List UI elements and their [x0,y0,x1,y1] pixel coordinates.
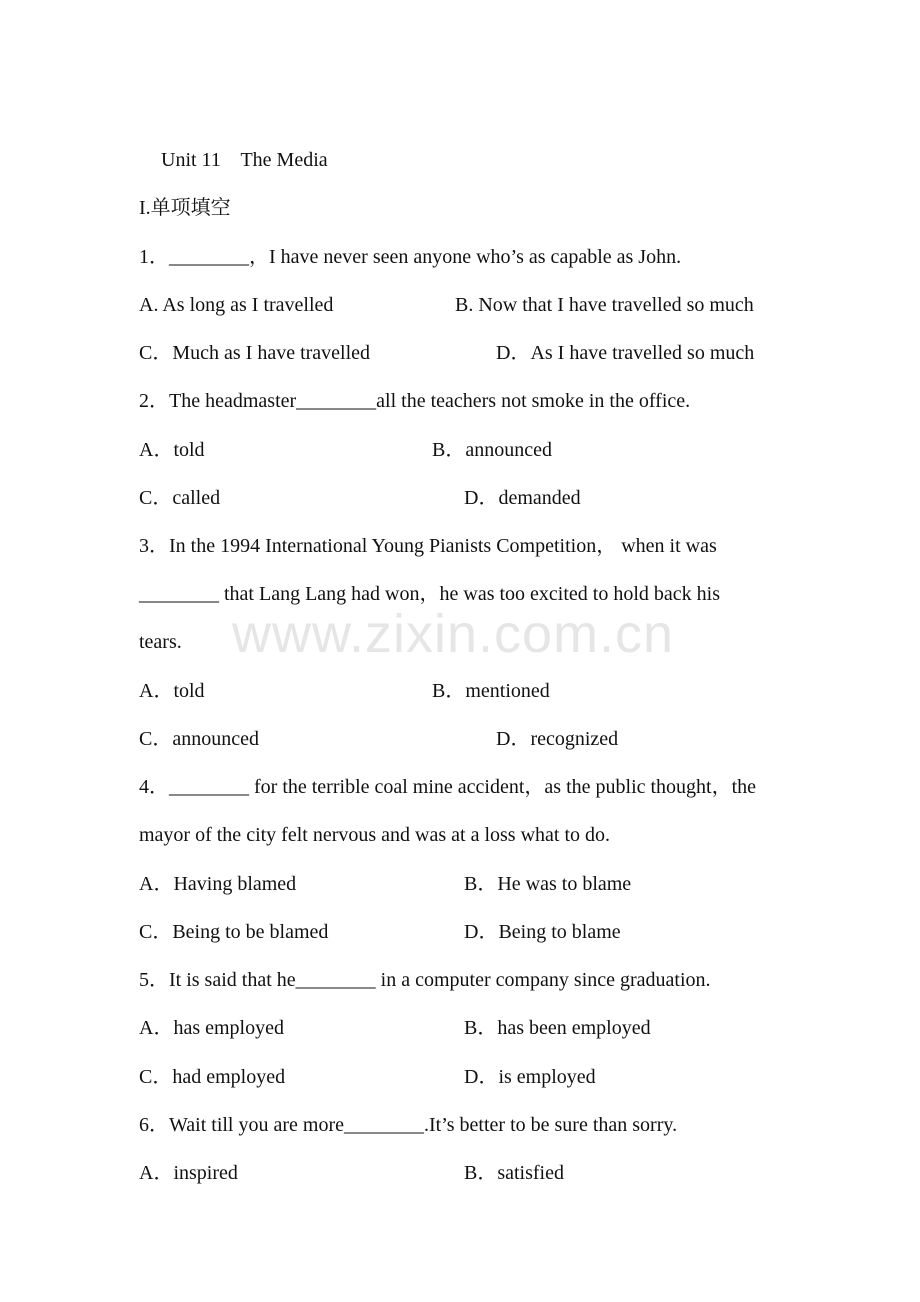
watermark: www.zixin.com.cn [232,604,675,664]
question-4-option-b: B．He was to blame [464,873,632,895]
question-2-stem: 2．The headmaster________all the teachers not smoke in the office. [139,390,691,412]
question-4-stem-line-2: mayor of the city felt nervous and was at a loss what to do. [139,824,610,846]
question-3-stem-line-1: 3．In the 1994 International Young Pianists Competition， when it was [139,535,717,557]
question-3-option-b: B．mentioned [432,680,550,702]
question-4-option-d: D．Being to blame [464,921,621,943]
question-5-option-d: D．is employed [464,1066,596,1088]
unit-title: Unit 11 The Media [161,149,328,171]
question-1-option-c: C．Much as I have travelled [139,342,371,364]
question-6-stem: 6．Wait till you are more________.It’s better to be sure than sorry. [139,1114,678,1136]
question-3-option-c: C．announced [139,728,259,750]
question-2-option-d: D．demanded [464,487,581,509]
question-1-stem: 1．________，I have never seen anyone who’s as capable as John. [139,246,682,268]
question-3-option-a: A．told [139,680,205,702]
question-2-option-a: A．told [139,439,205,461]
question-5-option-c: C．had employed [139,1066,286,1088]
question-4-option-a: A．Having blamed [139,873,297,895]
question-6-option-b: B．satisfied [464,1162,564,1184]
question-5-option-b: B．has been employed [464,1017,651,1039]
question-1-option-a: A. As long as I travelled [139,294,334,316]
section-title: I.单项填空 [139,197,231,219]
question-1-option-b: B. Now that I have travelled so much [455,294,754,316]
question-2-option-c: C．called [139,487,221,509]
question-5-stem: 5．It is said that he________ in a computer company since graduation. [139,969,711,991]
question-5-option-a: A．has employed [139,1017,284,1039]
question-4-stem-line-1: 4．________ for the terrible coal mine accident，as the public thought，the [139,776,757,798]
question-3-option-d: D．recognized [496,728,619,750]
question-2-option-b: B．announced [432,439,552,461]
question-4-option-c: C．Being to be blamed [139,921,329,943]
question-3-stem-line-2: ________ that Lang Lang had won，he was too excited to hold back his [139,583,720,605]
question-1-option-d: D．As I have travelled so much [496,342,755,364]
question-3-stem-line-3: tears. [139,631,182,653]
question-6-option-a: A．inspired [139,1162,238,1184]
